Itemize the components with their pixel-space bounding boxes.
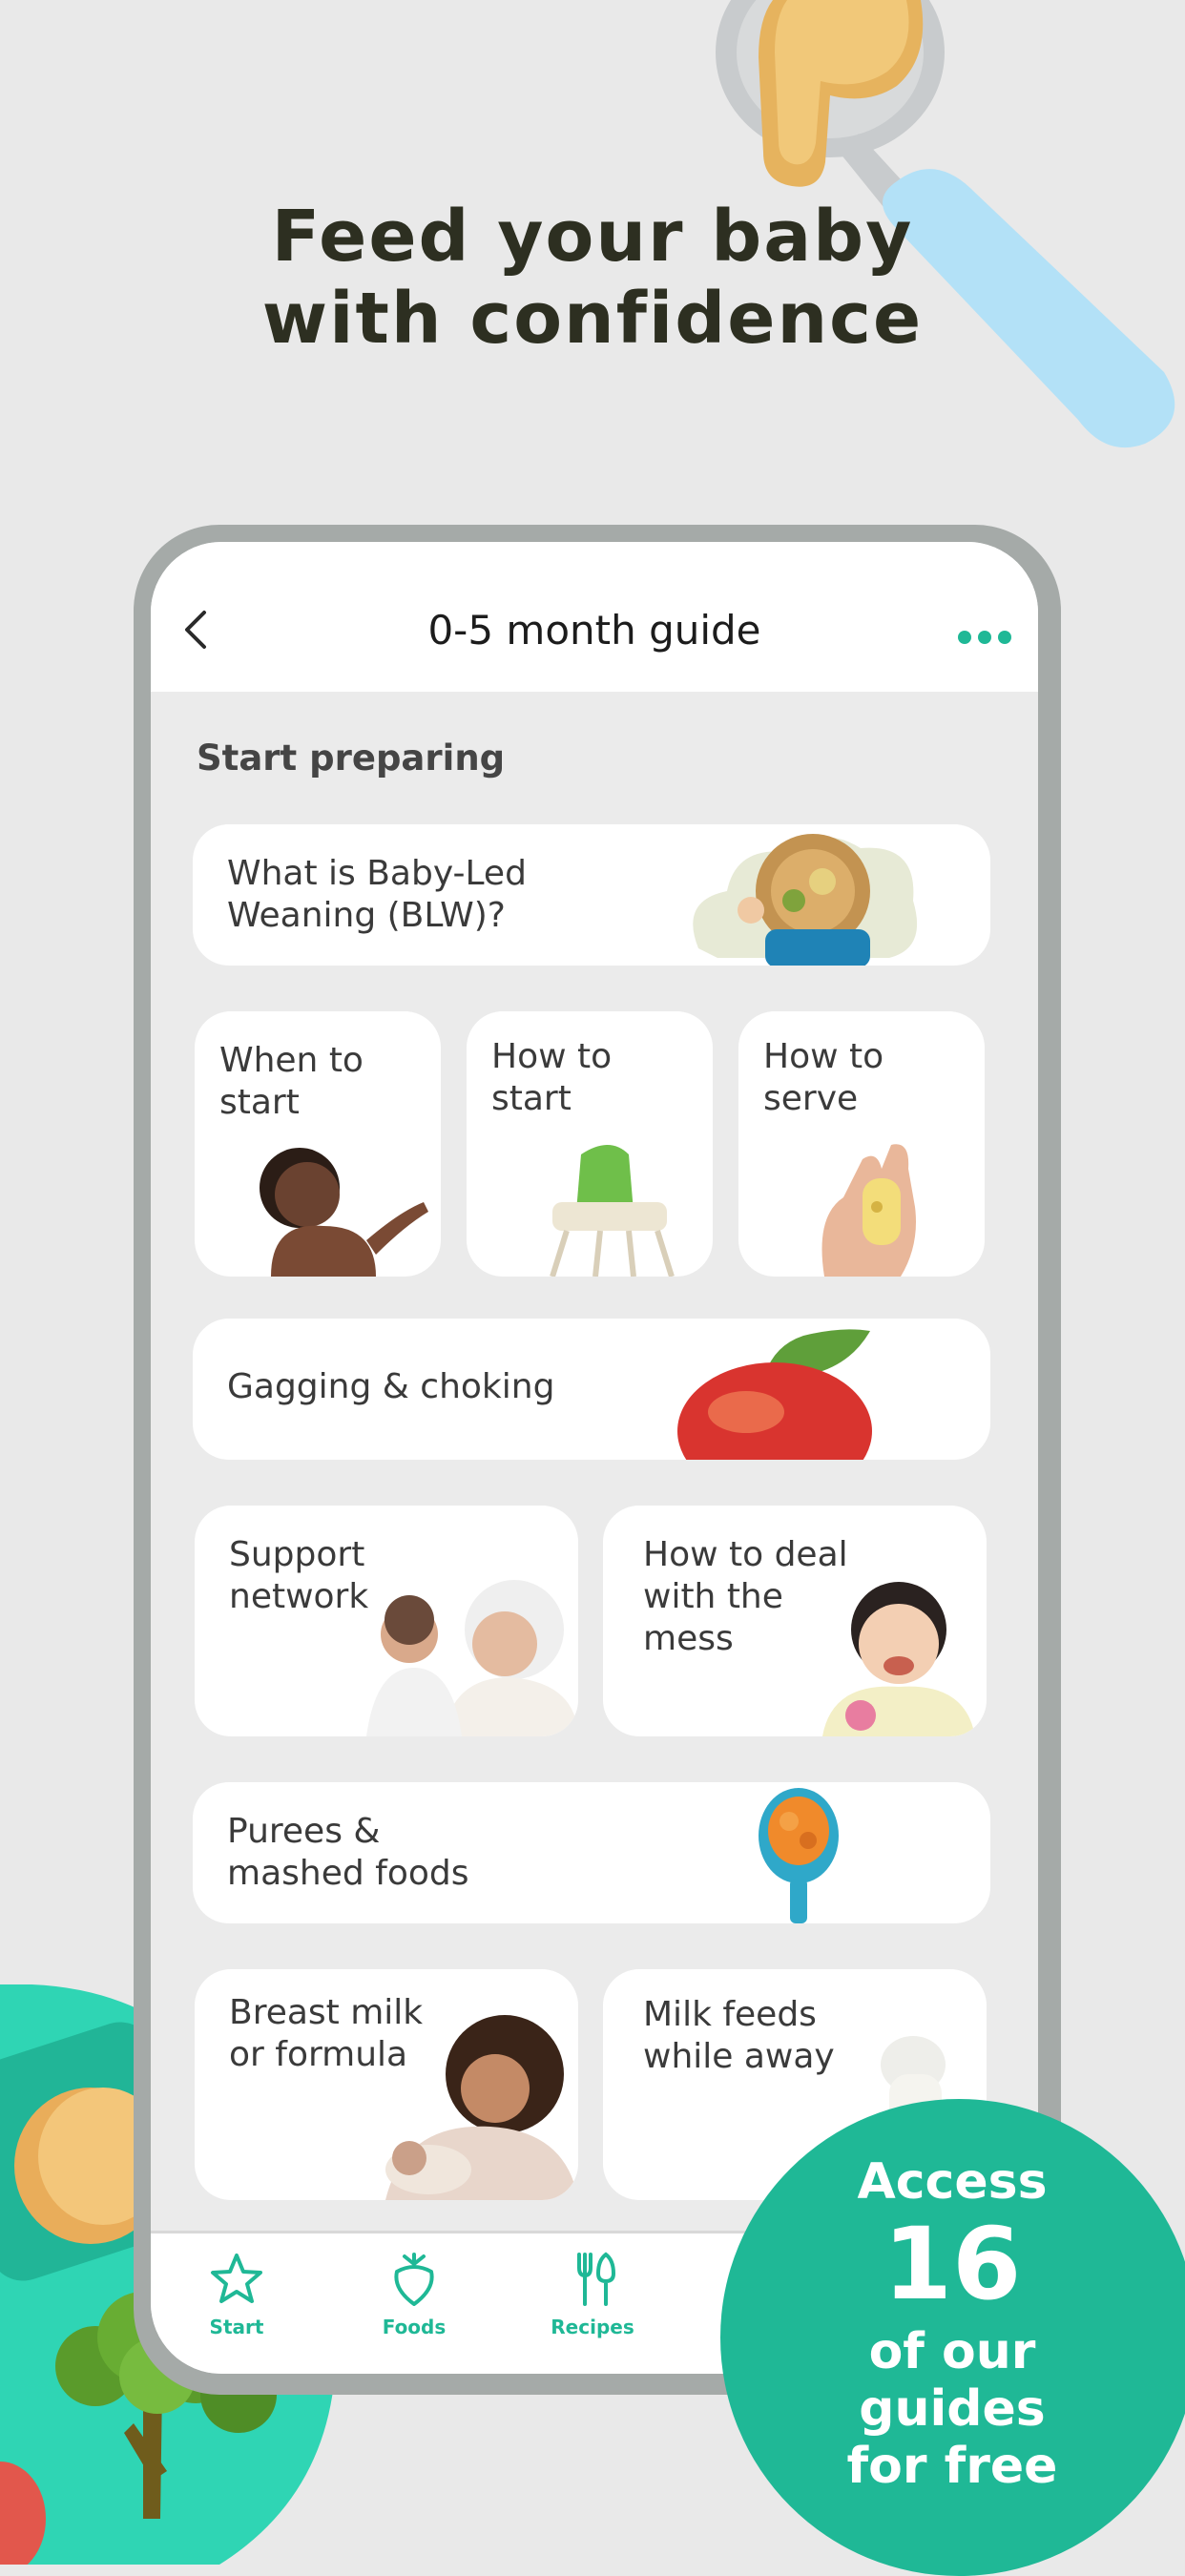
phone-screen xyxy=(151,542,1038,2374)
card-mess-label: How to deal with the mess xyxy=(643,1535,848,1658)
tab-foods[interactable] xyxy=(357,2251,471,2338)
card-gagging[interactable] xyxy=(193,1319,990,1460)
screen-title: 0-5 month guide xyxy=(427,607,761,654)
card-support-network[interactable] xyxy=(195,1506,578,1736)
baby-looking-up-image xyxy=(233,1135,433,1277)
top-bar xyxy=(151,542,1038,692)
card-how-to-start-label: How to start xyxy=(491,1037,613,1118)
high-chair-image xyxy=(514,1135,686,1277)
card-purees[interactable] xyxy=(193,1782,990,1923)
promo-number: 16 xyxy=(883,2206,1022,2322)
tab-recipes-label: Recipes xyxy=(551,2316,634,2338)
card-how-to-serve-label: How to serve xyxy=(763,1037,884,1118)
hand-with-food-image xyxy=(805,1140,948,1277)
card-gagging-label: Gagging & choking xyxy=(227,1367,555,1406)
mother-nursing-image xyxy=(328,2007,578,2200)
card-blw[interactable] xyxy=(193,824,990,966)
tab-foods-label: Foods xyxy=(382,2316,447,2338)
apple-image xyxy=(670,1326,880,1460)
utensils-icon xyxy=(564,2251,621,2308)
card-mess[interactable] xyxy=(603,1506,987,1736)
tab-recipes[interactable] xyxy=(535,2251,650,2338)
promo-line-access: Access xyxy=(857,2153,1048,2211)
headline-line-2: with confidence xyxy=(261,278,924,360)
tab-start[interactable] xyxy=(179,2251,294,2338)
tab-start-label: Start xyxy=(209,2316,264,2338)
card-support-network-label: Support network xyxy=(229,1535,369,1616)
grandmother-baby-image xyxy=(357,1572,578,1736)
strawberry-icon xyxy=(385,2251,443,2308)
promo-line-guides: of our guides for free xyxy=(846,2323,1058,2495)
messy-baby-image xyxy=(803,1563,987,1736)
promo-badge xyxy=(720,2099,1185,2576)
section-title: Start preparing xyxy=(197,737,506,779)
headline xyxy=(0,196,1185,360)
card-breast-milk[interactable] xyxy=(195,1969,578,2200)
card-blw-label: What is Baby-Led Weaning (BLW)? xyxy=(227,854,527,935)
star-icon xyxy=(208,2251,265,2308)
card-how-to-serve[interactable] xyxy=(738,1011,985,1277)
card-when-to-start[interactable] xyxy=(195,1011,441,1277)
card-milk-feeds-label: Milk feeds while away xyxy=(643,1995,835,2076)
card-how-to-start[interactable] xyxy=(467,1011,713,1277)
headline-line-1: Feed your baby xyxy=(271,196,914,278)
card-breast-milk-label: Breast milk or formula xyxy=(229,1993,424,2074)
more-options-icon[interactable] xyxy=(958,631,1011,644)
card-when-to-start-label: When to start xyxy=(219,1041,364,1122)
card-purees-label: Purees & mashed foods xyxy=(227,1812,469,1893)
baby-plate-image xyxy=(679,824,927,966)
puree-spoon-image xyxy=(756,1788,842,1923)
